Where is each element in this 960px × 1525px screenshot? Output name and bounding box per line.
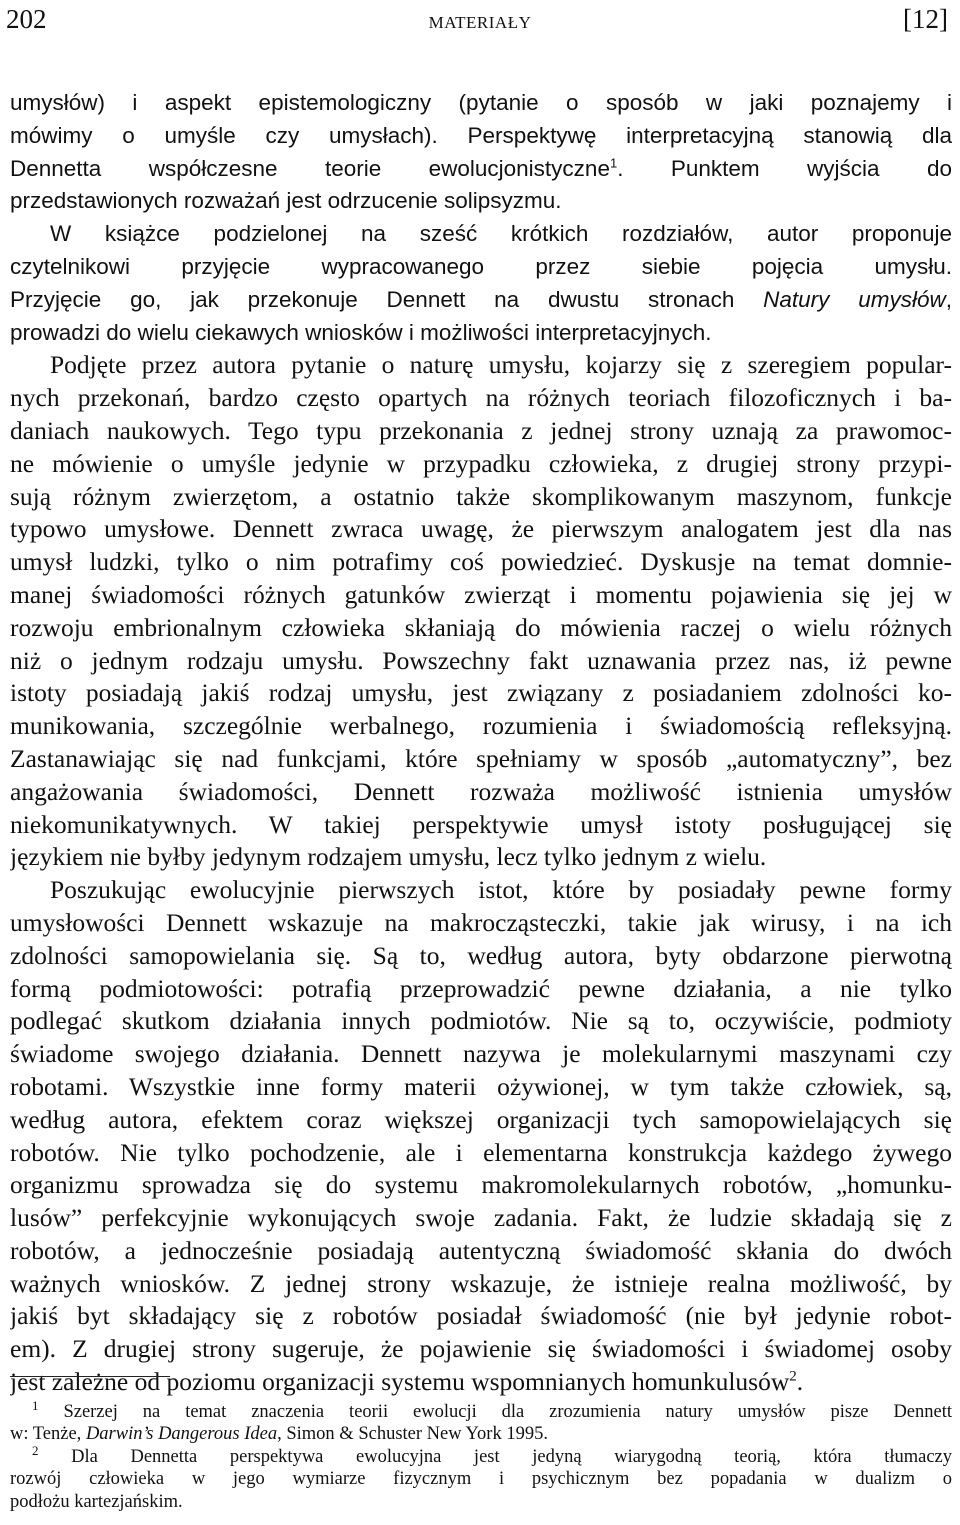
text-line: jest zależne od poziomu organizacji systemu wspomnianych homunkulusów$^2$.	[10, 1367, 804, 1397]
footnote-mark: 2	[32, 1445, 39, 1458]
text-line: przedstawionych rozważań jest odrzucenie solipsyzmu.	[10, 188, 562, 214]
text-line: manej świadomości różnych gatunków zwierząt i momentu pojawienia się jej w	[10, 579, 952, 609]
text-line: niż o jednym rodzaju umysłu. Powszechny fakt uznawania przez nas, iż pewne	[10, 645, 952, 675]
text-line: sują różnym zwierzętom, a ostatnio także skomplikowanym maszynom, funkcje	[10, 481, 952, 511]
text-line: umysłowości Dennett wskazuje na makrocząsteczki, takie jak wirusy, i na ich	[10, 907, 952, 937]
footnote-ref-2: 2	[789, 1368, 797, 1385]
text-line: munikowania, szczególnie werbalnego, rozumienia i świadomością refleksyjną.	[10, 711, 952, 741]
text-line: Podjęte przez autora pytanie o naturę umysłu, kojarzy się z szeregiem popular-	[50, 350, 952, 380]
book-title: Darwin’s Dangerous Idea	[85, 1424, 278, 1445]
book-title: Natury umysłów	[763, 286, 946, 312]
text-line: ne mówienie o umyśle jedynie w przypadku człowieka, z drugiej strony przypi-	[10, 448, 952, 478]
text-line: robotów. Nie tylko pochodzenie, ale i elementarna konstrukcja każdego żywego	[10, 1137, 952, 1167]
text-line: umysłów) i aspekt epistemologiczny (pytanie o sposób w jaki poznajemy i	[10, 90, 952, 115]
text-line: typowo umysłowe. Dennett zwraca uwagę, że pierwszym analogatem jest dla nas	[10, 514, 952, 544]
text-line: zdolności samopowielania się. Są to, według autora, byty obdarzone pierwotną	[10, 940, 952, 970]
text-line: W książce podzielonej na sześć krótkich rozdziałów, autor proponuje	[50, 221, 952, 247]
footnotes	[10, 1401, 952, 1513]
footnote-1: $^1$ Szerzej na temat znaczenia teorii ewolucji dla zrozumienia natury umysłów pisze Dennett	[10, 1401, 952, 1423]
text-line: Przyjęcie go, jak przekonuje Dennett na dwustu stronach Natury umysłów,	[10, 286, 952, 312]
text-line: rozwoju embrionalnym człowieka skłaniają do mówienia raczej o wielu różnych	[10, 612, 952, 642]
text-line: robotów, a jednocześnie posiadają autentyczną świadomość skłania do dwóch	[10, 1235, 952, 1265]
text-line: czytelnikowi przyjęcie wypracowanego przez siebie pojęcia umysłu.	[10, 253, 952, 279]
issue-number: [12]	[903, 4, 948, 34]
footnote-1-cont: w: Tenże, Darwin’s Dangerous Idea, Simon & Schuster New York 1995.	[10, 1424, 548, 1445]
text-line: według autora, efektem coraz większej organizacji tych samopowielających się	[10, 1104, 952, 1134]
text-line: Dennetta współczesne teorie ewolucjonistyczne$^1$. Punktem wyjścia do	[10, 155, 952, 181]
text-line: mówimy o umyśle czy umysłach). Perspektywę interpretacyjną stanowią dla	[10, 122, 952, 148]
page-header	[0, 0, 960, 48]
text-line: formą podmiotowości: potrafią przeprowadzić pewne działania, a nie tylko	[10, 973, 952, 1003]
text-line: istoty posiadają jakiś rodzaj umysłu, jest związany z posiadaniem zdolności ko-	[10, 678, 952, 708]
text-line: prowadzi do wielu ciekawych wniosków i możliwości interpretacyjnych.	[10, 319, 712, 345]
text-line: podlegać skutkom działania innych podmiotów. Nie są to, oczywiście, podmioty	[10, 1006, 952, 1036]
text-line: em). Z drugiej strony sugeruje, że pojawienie się świadomości i świadomej osoby	[10, 1334, 952, 1364]
text-line: umysł ludzki, tylko o nim potrafimy coś powiedzieć. Dyskusje na temat domnie-	[10, 547, 952, 577]
footnote-2-cont: podłożu kartezjańskim.	[10, 1491, 183, 1512]
text-line: językiem nie byłby jedynym rodzajem umysłu, lecz tylko jednym z wielu.	[10, 842, 767, 872]
footnote-2: $^2$ Dla Dennetta perspektywa ewolucyjna jest jedyną wiarygodną teorią, która tłumaczy	[10, 1446, 952, 1468]
footnote-mark: 1	[32, 1401, 39, 1413]
footnote-2-cont: rozwój człowieka w jego wymiarze fizycznym i psychicznym bez popadania w dualizm o	[10, 1469, 952, 1490]
text-line: nych przekonań, bardzo często opartych na różnych teoriach filozoficznych i ba-	[10, 383, 952, 413]
text-line: świadome swojego działania. Dennett nazywa je molekularnymi maszynami czy	[10, 1039, 952, 1069]
footnote-ref-1: 1	[609, 155, 618, 171]
running-head: MATERIAŁY	[428, 13, 532, 32]
text-line: robotami. Wszystkie inne formy materii ożywionej, w tym także człowiek, są,	[10, 1071, 952, 1101]
page-number: 202	[6, 4, 47, 34]
text-line: Zastanawiając się nad funkcjami, które spełniamy w sposób „automatyczny”, bez	[10, 743, 952, 773]
text-line: jakiś byt składający się z robotów posiadał świadomość (nie był jedynie robot-	[10, 1301, 952, 1331]
text-line: niekomunikatywnych. W takiej perspektywie umysł istoty posługującej się	[10, 809, 952, 839]
text-line: ważnych wniosków. Z jednej strony wskazuje, że istnieje realna możliwość, by	[10, 1268, 952, 1298]
text-line: lusów” perfekcyjnie wykonujących swoje zadania. Fakt, że ludzie składają się z	[10, 1203, 952, 1233]
main-text	[10, 87, 952, 1399]
text-line: organizmu sprowadza się do systemu makromolekularnych robotów, „homunku-	[10, 1170, 952, 1200]
text-line: angażowania świadomości, Dennett rozważa możliwość istnienia umysłów	[10, 776, 952, 806]
footnote-separator	[10, 1376, 170, 1377]
text-line: daniach naukowych. Tego typu przekonania z jednej strony uznają za prawomoc-	[10, 415, 952, 445]
text-line: Poszukując ewolucyjnie pierwszych istot, które by posiadały pewne formy	[50, 875, 952, 905]
